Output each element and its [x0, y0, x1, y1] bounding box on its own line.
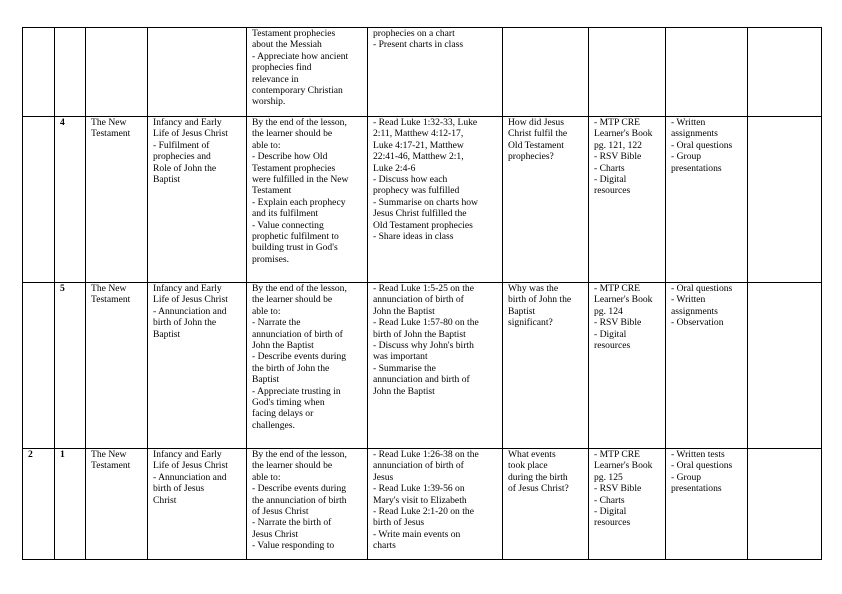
week-cell [23, 28, 55, 117]
table-row [23, 28, 822, 117]
assessment-cell [666, 28, 748, 117]
key-inquiry-question-cell: Why was the birth of John the Baptist significant? [503, 283, 589, 449]
learning-resources-cell: - MTP CRE Learner's Book pg. 125 - RSV Bible - Charts - Digital resources [589, 449, 666, 560]
learning-experiences-cell: prophecies on a chart - Present charts in class [368, 28, 503, 117]
learning-experiences-cell: - Read Luke 1:5-25 on the annunciation of birth of John the Baptist - Read Luke 1:57-80 on the birth of John the Baptist - Discuss why John's birth was important - Summarise the annunciation and birth of John the Baptist [368, 283, 503, 449]
learning-resources-cell [589, 28, 666, 117]
learning-outcomes-cell: By the end of the lesson, the learner should be able to: - Narrate the annunciation of birth of John the Baptist - Describe events during the birth of John the Baptist - Appreciate trusting in God's timing when facing delays or challenges. [247, 283, 368, 449]
week-cell: 2 [23, 449, 55, 560]
remarks-cell [748, 449, 822, 560]
strand-cell: The New Testament [86, 117, 148, 283]
learning-resources-cell: - MTP CRE Learner's Book pg. 121, 122 - RSV Bible - Charts - Digital resources [589, 117, 666, 283]
learning-outcomes-cell: By the end of the lesson, the learner should be able to: - Describe events during the annunciation of birth of Jesus Christ - Narrate the birth of Jesus Christ - Value responding to [247, 449, 368, 560]
scheme-of-work-table [22, 27, 822, 560]
table-row [23, 449, 822, 560]
strand-cell: The New Testament [86, 283, 148, 449]
strand-cell [86, 28, 148, 117]
strand-cell: The New Testament [86, 449, 148, 560]
assessment-cell: - Written assignments - Oral questions - Group presentations [666, 117, 748, 283]
remarks-cell [748, 117, 822, 283]
remarks-cell [748, 28, 822, 117]
table-row [23, 283, 822, 449]
learning-resources-cell: - MTP CRE Learner's Book pg. 124 - RSV Bible - Digital resources [589, 283, 666, 449]
lesson-cell: 1 [55, 449, 86, 560]
assessment-cell: - Oral questions - Written assignments - Observation [666, 283, 748, 449]
lesson-cell: 4 [55, 117, 86, 283]
sub-strand-cell: Infancy and Early Life of Jesus Christ - Fulfilment of prophecies and Role of John the Baptist [148, 117, 247, 283]
learning-experiences-cell: - Read Luke 1:26-38 on the annunciation of birth of Jesus - Read Luke 1:39-56 on Mary's visit to Elizabeth - Read Luke 2:1-20 on the birth of Jesus - Write main events on charts [368, 449, 503, 560]
lesson-cell [55, 28, 86, 117]
sub-strand-cell: Infancy and Early Life of Jesus Christ - Annunciation and birth of Jesus Christ [148, 449, 247, 560]
week-cell [23, 117, 55, 283]
learning-experiences-cell: - Read Luke 1:32-33, Luke 2:11, Matthew 4:12-17, Luke 4:17-21, Matthew 22:41-46, Matthew 2:1, Luke 2:4-6 - Discuss how each prophecy was fulfilled - Summarise on charts how Jesus Christ fulfilled the Old Testament prophecies - Share ideas in class [368, 117, 503, 283]
key-inquiry-question-cell: How did Jesus Christ fulfil the Old Testament prophecies? [503, 117, 589, 283]
sub-strand-cell: Infancy and Early Life of Jesus Christ - Annunciation and birth of John the Baptist [148, 283, 247, 449]
remarks-cell [748, 283, 822, 449]
key-inquiry-question-cell [503, 28, 589, 117]
key-inquiry-question-cell: What events took place during the birth of Jesus Christ? [503, 449, 589, 560]
table-row [23, 117, 822, 283]
lesson-cell: 5 [55, 283, 86, 449]
sub-strand-cell [148, 28, 247, 117]
assessment-cell: - Written tests - Oral questions - Group presentations [666, 449, 748, 560]
learning-outcomes-cell: Testament prophecies about the Messiah - Appreciate how ancient prophecies find relevance in contemporary Christian worship. [247, 28, 368, 117]
week-cell [23, 283, 55, 449]
learning-outcomes-cell: By the end of the lesson, the learner should be able to: - Describe how Old Testament prophecies were fulfilled in the New Testament - Explain each prophecy and its fulfilment - Value connecting prophetic fulfilment to building trust in God's promises. [247, 117, 368, 283]
